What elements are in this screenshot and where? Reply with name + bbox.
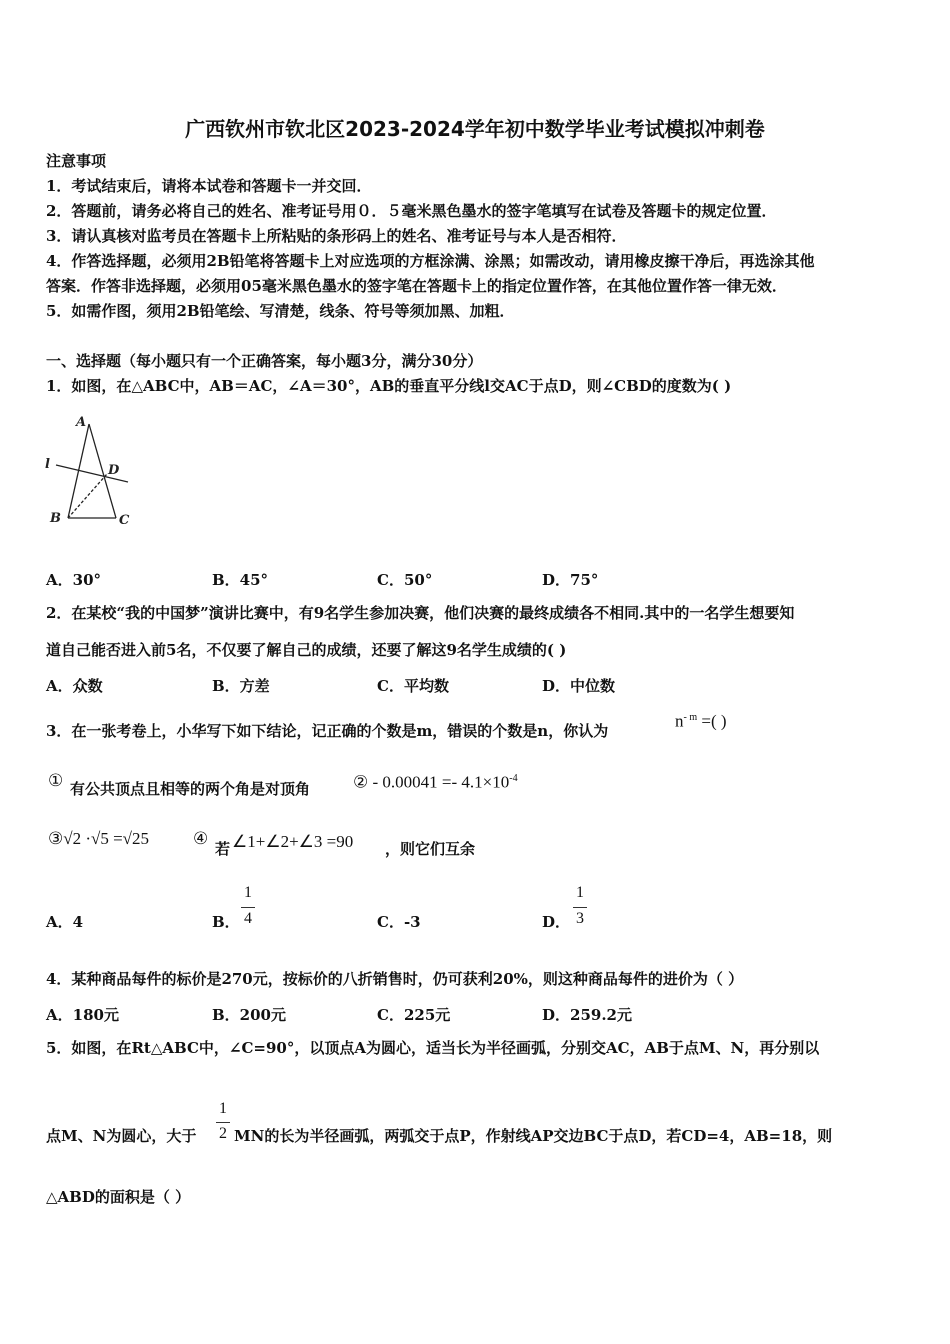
q1-option-b: B．45° [212,571,269,589]
q1-option-c: C．50° [377,571,433,589]
statement-3-mark: ③ [48,829,64,848]
figure-label-b: B [50,511,61,526]
question-3-stem: 3．在一张考卷上，小华写下如下结论，记正确的个数是m，错误的个数是n，你认为 [46,722,609,740]
figure-label-l: l [45,457,50,472]
notice-heading: 注意事项 [46,152,107,170]
statement-4-math: ∠1+∠2+∠3 =90 [232,832,354,851]
q2-option-d: D．中位数 [542,677,616,695]
section-heading: 一、选择题（每小题只有一个正确答案，每小题3分，满分30分） [46,352,483,370]
q3-expr-base: n [675,711,684,731]
q3-option-c: C．-3 [377,913,421,931]
q3-expr-tail: =( ) [701,711,727,731]
q3-option-d-denominator: 3 [576,910,584,927]
figure-label-d: D [108,463,120,478]
q3-expr-exp: - m [683,712,698,723]
notice-item: 答案．作答非选择题，必须用05毫米黑色墨水的签字笔在答题卡上的指定位置作答，在其他位置作答一律无效． [46,277,787,295]
question-5-line-2b: MN的长为半径画弧，两弧交于点P，作射线AP交边BC于点D，若CD=4，AB=18，则 [234,1127,833,1145]
question-5-line-2a: 点M、N为圆心，大于 [46,1127,197,1145]
q5-fraction-denominator: 2 [219,1125,227,1142]
q3-option-b-numerator: 1 [244,884,252,901]
statement-2-text: - 0.00041 =- 4.1×10 [372,772,510,792]
question-4-stem: 4．某种商品每件的标价是270元，按标价的八折销售时，仍可获利20%，则这种商品每件的进价为（ ） [46,970,744,988]
q3-option-b-denominator: 4 [244,910,252,927]
notice-item: 3．请认真核对监考员在答题卡上所粘贴的条形码上的姓名、准考证号与本人是否相符． [46,227,627,245]
question-5-line-3: △ABD的面积是（ ） [46,1188,191,1206]
statement-1-mark: ① [48,771,64,790]
notice-item: 4．作答选择题，必须用2B铅笔将答题卡上对应选项的方框涂满、涂黑；如需改动，请用橡皮擦干净后，再选涂其他 [46,252,815,270]
q3-option-a: A．4 [46,913,84,931]
question-5-line-1: 5．如图，在Rt△ABC中，∠C=90°，以顶点A为圆心，适当长为半径画弧，分别交AC，AB于点M、N，再分别以 [46,1039,820,1057]
statement-2-exp: -4 [509,773,518,784]
question-2-line-1: 2．在某校“我的中国梦”演讲比赛中，有9名学生参加决赛，他们决赛的最终成绩各不相同.其中的一名学生想要知 [46,604,795,622]
question-1-stem: 1．如图，在△ABC中，AB＝AC，∠A＝30°，AB的垂直平分线l交AC于点D，则∠CBD的度数为( ) [46,377,732,395]
statement-3 [48,829,149,849]
notice-item: 5．如需作图，须用2B铅笔绘、写清楚，线条、符号等须加黑、加粗． [46,302,515,320]
q3-option-b-fraction-bar [241,907,255,908]
statement-3-text: √2 ·√5 =√25 [63,829,149,848]
q2-option-c: C．平均数 [377,677,449,695]
page-title: 广西钦州市钦北区2023-2024学年初中数学毕业考试模拟冲刺卷 [185,117,765,141]
q1-option-d: D．75° [542,571,599,589]
q3-expression [675,708,727,732]
q4-option-d: D．259.2元 [542,1006,632,1024]
q1-option-a: A．30° [46,571,102,589]
statement-4-prefix: 若 [215,840,231,858]
q3-option-d-prefix: D． [542,913,571,931]
q2-option-b: B．方差 [212,677,270,695]
notice-item: 2．答题前，请务必将自己的姓名、准考证号用０．５毫米黑色墨水的签字笔填写在试卷及答题卡的规定位置． [46,202,777,220]
q3-option-d-fraction-bar [573,907,587,908]
statement-1-text: 有公共顶点且相等的两个角是对顶角 [70,780,311,798]
q4-option-c: C．225元 [377,1006,451,1024]
statement-4-mark: ④ [193,829,209,848]
figure-label-c: C [119,513,130,528]
statement-2-mark: ② [353,772,369,792]
statement-4-suffix: ，则它们互余 [385,840,476,858]
figure-label-a: A [76,415,87,430]
q3-option-b-prefix: B． [212,913,240,931]
question-2-line-2: 道自己能否进入前5名，不仅要了解自己的成绩，还要了解这9名学生成绩的( ) [46,641,567,659]
q5-fraction-bar [216,1122,230,1123]
q5-fraction-numerator: 1 [219,1100,227,1117]
q4-option-b: B．200元 [212,1006,286,1024]
q4-option-a: A．180元 [46,1006,119,1024]
notice-item: 1．考试结束后，请将本试卷和答题卡一并交回． [46,177,372,195]
q3-option-d-numerator: 1 [576,884,584,901]
triangle-figure [42,410,142,530]
statement-2 [353,769,518,793]
q2-option-a: A．众数 [46,677,103,695]
